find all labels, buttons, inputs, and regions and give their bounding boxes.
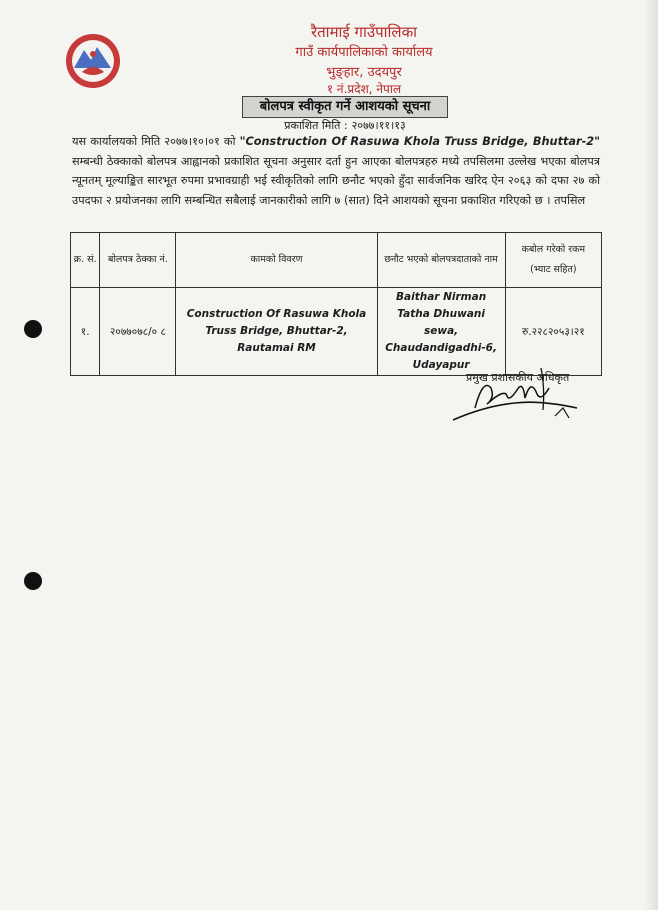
cell-bidder: Baithar Nirman Tatha Dhuwani sewa, Chaudandigadhi-6, Udayapur xyxy=(377,288,505,376)
notice-title: बोलपत्र स्वीकृत गर्ने आशयको सूचना xyxy=(242,96,448,118)
published-date: २०७७।११।१३ xyxy=(351,119,406,132)
amount-header-label: कबोल गरेको रकम xyxy=(521,244,586,255)
body-intro: यस कार्यालयको मिति २०७७।१०।०१ को xyxy=(72,135,240,148)
selected-bid-table xyxy=(70,232,602,376)
handwritten-signature-icon xyxy=(445,358,595,428)
cell-bid-no: २०७७०७८/० ८ xyxy=(100,288,176,376)
col-header-sn: क्र. सं. xyxy=(71,233,100,288)
cell-sn: १. xyxy=(71,288,100,376)
published-date-line xyxy=(240,118,450,133)
table-header-row xyxy=(71,233,602,288)
office-name: गाउँ कार्यपालिकाको कार्यालय xyxy=(295,45,433,60)
published-label: प्रकाशित मिति : xyxy=(284,119,348,132)
scan-edge-shadow xyxy=(644,0,658,910)
punch-hole-top xyxy=(24,320,42,338)
col-header-bidder: छनौट भएको बोलपत्रदाताको नाम xyxy=(377,233,505,288)
amount-header-note: (भ्याट सहित) xyxy=(530,264,577,275)
project-title: "Construction Of Rasuwa Khola Truss Bridge, Bhuttar-2" xyxy=(239,135,601,148)
org-name: रैतामाई गाउँपालिका xyxy=(311,23,417,41)
cell-work: Construction Of Rasuwa Khola Truss Bridge, Bhuttar-2, Rautamai RM xyxy=(176,288,377,376)
office-address: भुङ्हार, उदयपुर xyxy=(326,65,402,80)
col-header-bid-no: बोलपत्र ठेक्का नं. xyxy=(100,233,176,288)
notice-body xyxy=(72,132,600,210)
body-rest: सम्बन्धी ठेक्काको बोलपत्र आह्वानको प्रकाशित सूचना अनुसार दर्ता हुन आएका बोलपत्रहरु मध्ये तपसिलमा उल्लेख भएका बोलपत्र न्यूनतम् मूल्याङ्कित सारभूत रुपमा प्रभावग्राही भई स्वीकृतिको लागि छनौट भएको हुँदा सार्वजनिक खरिद ऐन २०६३ को दफा २७ को उपदफा २ प्रयोजनका लागि सम्बन्धित सबैलाई जानकारीको लागि ७ (सात) दिने आशयको सूचना प्रकाशित गरिएको छ । तपसिल xyxy=(72,154,600,207)
cell-amount: रु.२२८२०५३।२१ xyxy=(505,288,601,376)
col-header-amount xyxy=(505,233,601,288)
signatory-title: प्रमुख प्रशासकीय अधिकृत xyxy=(466,371,570,384)
punch-hole-bottom xyxy=(24,572,42,590)
col-header-work: कामको विवरण xyxy=(176,233,377,288)
province-line: १ नं.प्रदेश, नेपाल xyxy=(326,82,402,96)
